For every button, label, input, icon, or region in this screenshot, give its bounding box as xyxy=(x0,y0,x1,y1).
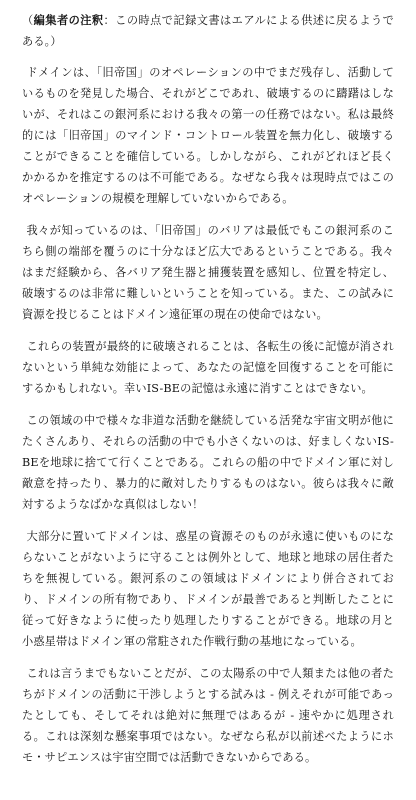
editor-note-open: （ xyxy=(22,14,34,27)
paragraph-2: 我々が知っているのは、「旧帝国」のバリアは最低でもこの銀河系のこちら側の端部を覆うのに十分なほど広大であるということである。我々はまだ経験から、各バリア発生器と捕獲装置を感知し、位置を特定し、破壊するのは非常に難しいということを知っている。また、この試みに資源を投じることはドメイン遠征軍の現在の使命ではない。 xyxy=(22,224,394,321)
paragraph-6: これは言うまでもないことだが、この太陽系の中で人類または他の者たちがドメインの活動に干渉しようとする試みは - 例えそれが可能であったとしても、そしてそれは絶対に無理ではあるが - 速やかに処理される。これは深刻な懸案事項ではない。なぜなら私が以前述べたようにホモ・サピエンスは宇宙空間では活動できないからである。 xyxy=(22,667,394,764)
paragraph-5: 大部分に置いてドメインは、惑星の資源そのものが永遠に使いものにならないことがないように守ることは例外として、地球と地球の居住者たちを無視している。銀河系のこの領域はドメインにより併合されており、ドメインの所有物であり、ドメインが最善であると判断したことに従って好きなように使ったり処理したりすることができる。地球の月と小惑星帯はドメイン軍の常駐された作戦行動の基地になっている。 xyxy=(22,530,394,648)
editor-note-label: 編集者の注釈 xyxy=(33,13,104,27)
editor-note-text: ：この時点で記録文書はエアルによる供述に戻るようである。） xyxy=(22,14,394,48)
paragraph-4: この領域の中で様々な非道な活動を継続している活発な宇宙文明が他にたくさんあり、それらの活動の中でも小さくないのは、好ましくないIS-BEを地球に捨てて行くことである。これらの船の中でドメイン軍に対し敵意を持ったり、暴力的に敵対したりするものはない。彼らは我々に敵対するようなばかな真似はしない！ xyxy=(22,414,394,511)
paragraph-1: ドメインは、「旧帝国」のオペレーションの中でまだ残存し、活動しているものを発見した場合、それがどこであれ、破壊するのに躊躇はしないが、それはこの銀河系における我々の第一の任務ではない。私は最終的には「旧帝国」のマインド・コントロール装置を無力化し、破壊することができることを確信している。しかしながら、これがどれほど長くかかるかを推定するのは不可能である。なぜなら我々は現時点ではこのオペレーションの規模を理解していないからである。 xyxy=(22,66,394,205)
paragraph-3: これらの装置が最終的に破壊されることは、各転生の後に記憶が消されないという単純な効能によって、あなたの記憶を回復することを可能にするかもしれない。幸いIS-BEの記憶は永遠に消すことはできない。 xyxy=(22,340,394,395)
editor-note xyxy=(22,10,394,52)
